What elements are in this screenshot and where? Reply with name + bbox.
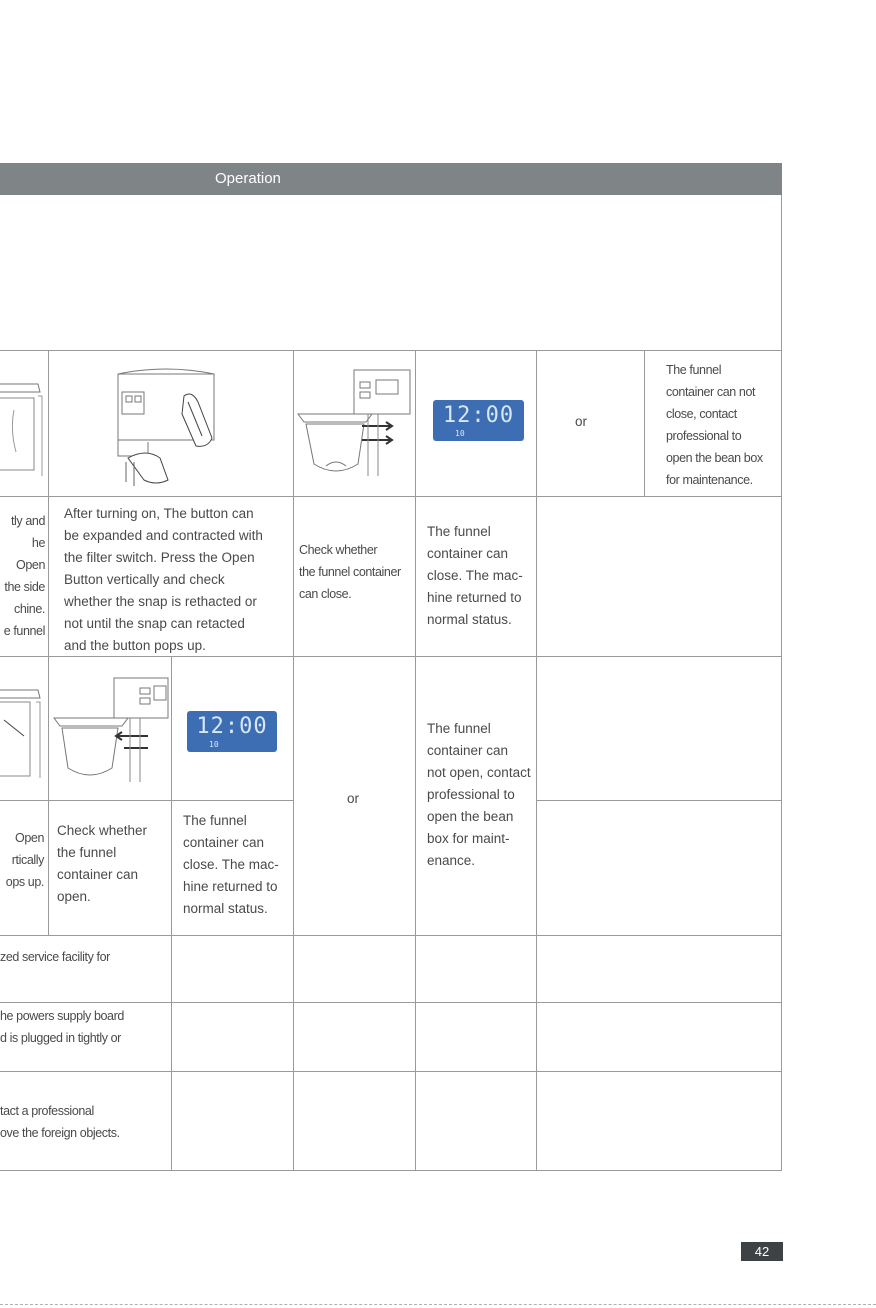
- col-divider: [171, 656, 172, 1170]
- row-divider: [0, 350, 782, 351]
- row-divider: [0, 1002, 782, 1003]
- or-label: or: [347, 791, 360, 806]
- lcd-sub-indicator: 10: [209, 740, 219, 749]
- maintenance-note: The funnel container can not close, contact professional to open the bean box for maintenance.: [666, 363, 763, 487]
- service-facility-text: zed service facility for: [0, 950, 110, 964]
- row-divider: [0, 800, 293, 801]
- press-open-button-illustration: [108, 362, 228, 490]
- lcd-sub-indicator: 10: [455, 429, 465, 438]
- step-instruction: After turning on, The button can be expanded and contracted with the filter switch. Press the Open Button vertically and check whether the snap is rethacted or not until the snap can retacted and the button pops up.: [64, 506, 263, 653]
- row-divider: [0, 496, 782, 497]
- page-number: 42: [741, 1242, 783, 1261]
- lcd-display: [187, 711, 277, 752]
- partial-instruction: Open rtically ops up.: [5, 831, 44, 889]
- col-divider: [48, 350, 49, 656]
- col-divider: [536, 350, 537, 1170]
- result-text: The funnel container can close. The mac- hine returned to normal status.: [427, 524, 523, 627]
- col-divider: [48, 656, 49, 935]
- lcd-display: [433, 400, 524, 441]
- section-header: [0, 163, 782, 195]
- lcd-time: 12:00: [442, 403, 515, 428]
- funnel-close-illustration: [296, 366, 414, 486]
- row-divider: [536, 800, 782, 801]
- maintenance-note: The funnel container can not open, contact professional to open the bean box for maint- enance.: [427, 721, 531, 868]
- section-title: Operation: [215, 170, 281, 187]
- row-divider: [0, 935, 782, 936]
- funnel-open-illustration: [52, 676, 170, 788]
- machine-side-partial-illustration: [0, 684, 46, 792]
- or-label: or: [575, 414, 588, 429]
- col-divider: [415, 350, 416, 1170]
- row-divider: [0, 1071, 782, 1072]
- page-edge-guide: [0, 1304, 876, 1305]
- machine-side-partial-illustration: [0, 370, 46, 490]
- partial-instruction: tly and he Open the side chine. e funnel: [3, 514, 45, 638]
- check-instruction: Check whether the funnel container can close.: [299, 543, 401, 601]
- foreign-objects-text: tact a professional ove the foreign objects.: [0, 1104, 120, 1140]
- power-supply-text: he powers supply board d is plugged in tightly or: [0, 1009, 124, 1045]
- col-divider: [644, 350, 645, 496]
- lcd-time: 12:00: [196, 714, 268, 739]
- check-instruction: Check whether the funnel container can open.: [57, 823, 148, 904]
- col-divider: [293, 350, 294, 1170]
- result-text: The funnel container can close. The mac- hine returned to normal status.: [183, 813, 279, 916]
